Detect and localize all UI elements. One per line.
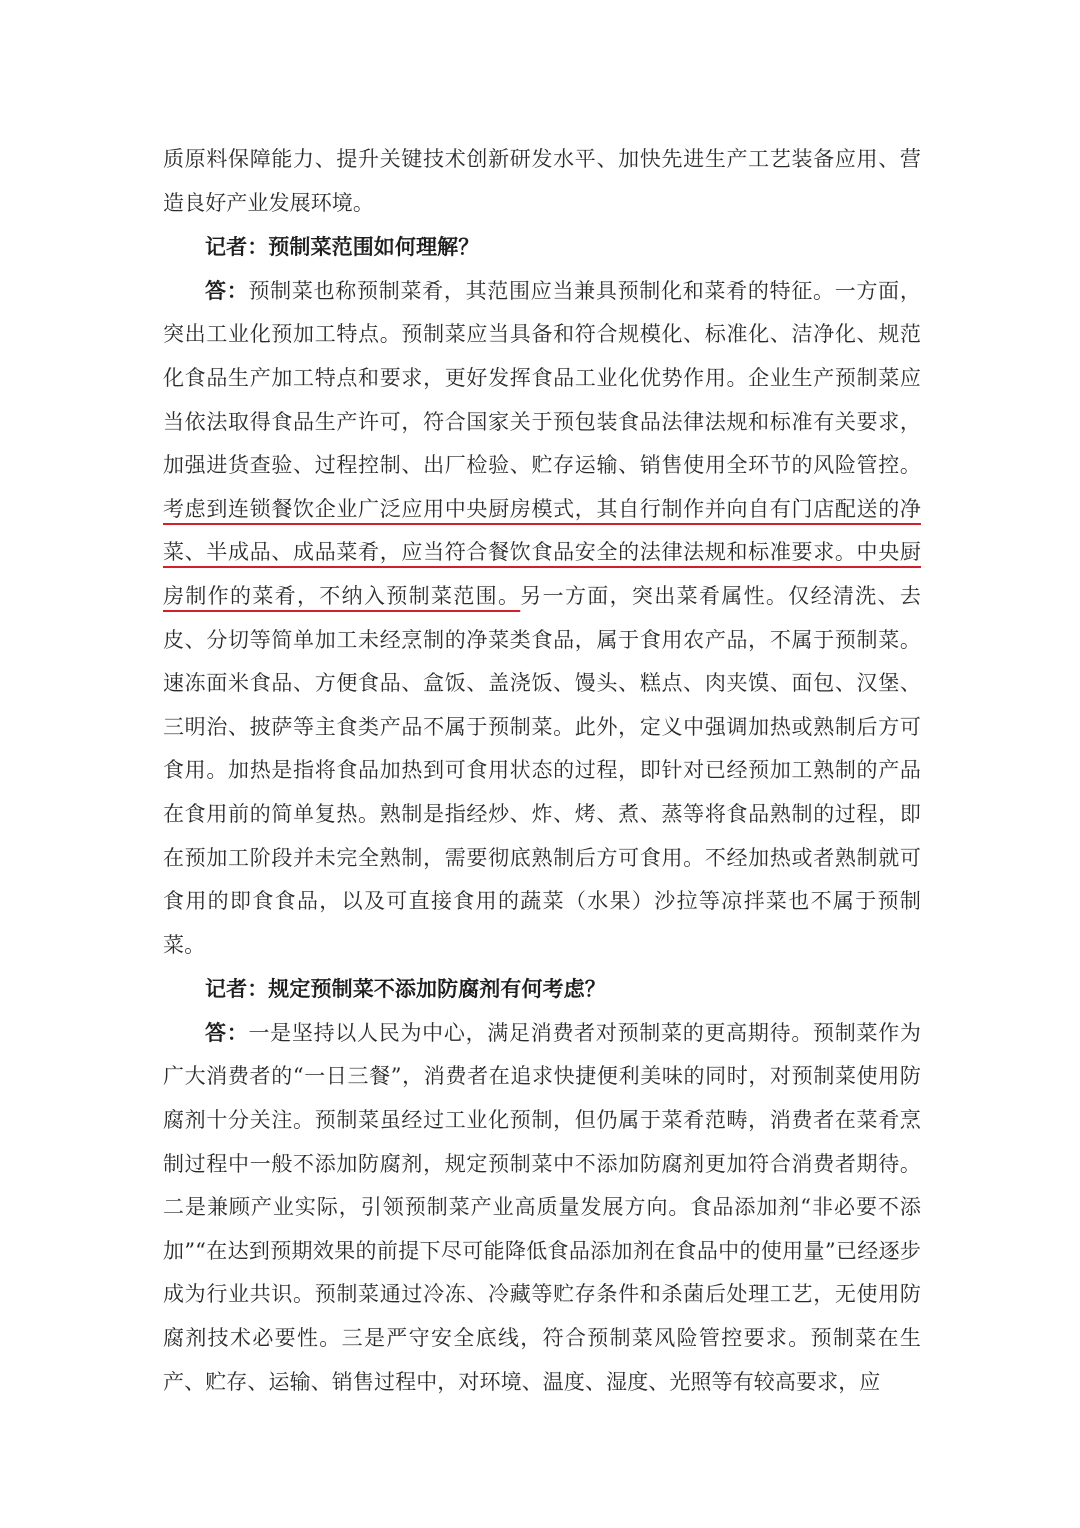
answer-text: 一是坚持以人民为中心，满足消费者对预制菜的更高期待。预制菜作为广大消费者的“一日三餐”，消费者在追求快捷便利美味的同时，对预制菜使用防腐剂十分关注。预制菜虽经过工业化预制，但仍属于菜肴范畴，消费者在菜肴烹制过程中一般不添加防腐剂，规定预制菜中不添加防腐剂更加符合消费者期待。二是兼顾产业实际，引领预制菜产业高质量发展方向。食品添加剂“非必要不添加”“在达到预期效果的前提下尽可能降低食品添加剂在食品中的使用量”已经逐步成为行业共识。预制菜通过冷冻、冷藏等贮存条件和杀菌后处理工艺，无使用防腐剂技术必要性。三是严守安全底线，符合预制菜风险管控要求。预制菜在生产、贮存、运输、销售过程中，对环境、温度、湿度、光照等有较高要求，应 (163, 1020, 921, 1394)
answer-text-rest: 另一方面，突出菜肴属性。仅经清洗、去皮、分切等简单加工未经烹制的净菜类食品，属于食用农产品，不属于预制菜。速冻面米食品、方便食品、盒饭、盖浇饭、馒头、糕点、肉夹馍、面包、汉堡、三明治、披萨等主食类产品不属于预制菜。此外，定义中强调加热或熟制后方可食用。加热是指将食品加热到可食用状态的过程，即针对已经预加工熟制的产品在食用前的简单复热。熟制是指经炒、炸、烤、煮、蒸等将食品熟制的过程，即在预加工阶段并未完全熟制，需要彻底熟制后方可食用。不经加热或者熟制就可食用的即食食品，以及可直接食用的蔬菜（水果）沙拉等凉拌菜也不属于预制菜。 (163, 583, 921, 957)
question-text: 记者：预制菜范围如何理解？ (205, 234, 480, 260)
document-body (163, 138, 921, 1404)
question-heading-1 (163, 225, 921, 269)
highlighted-sentence: 考虑到连锁餐饮企业广泛应用中央厨房模式，其自行制作并向自有门店配送的净菜、半成品、成品菜肴，应当符合餐饮食品安全的法律法规和标准要求。中央厨房制作的菜肴，不纳入预制菜范围。 (163, 496, 921, 608)
answer-paragraph-2 (163, 1011, 921, 1404)
answer-text: 预制菜也称预制菜肴，其范围应当兼具预制化和菜肴的特征。一方面，突出工业化预加工特点。预制菜应当具备和符合规模化、标准化、洁净化、规范化食品生产加工特点和要求，更好发挥食品工业化优势作用。企业生产预制菜应当依法取得食品生产许可，符合国家关于预包装食品法律法规和标准有关要求，加强进货查验、过程控制、出厂检验、贮存运输、销售使用全环节的风险管控。 (163, 278, 921, 478)
paragraph-continuation (163, 138, 921, 225)
question-heading-2 (163, 967, 921, 1011)
answer-label: 答： (205, 277, 249, 303)
question-text: 记者：规定预制菜不添加防腐剂有何考虑？ (205, 976, 606, 1002)
paragraph-text: 质原料保障能力、提升关键技术创新研发水平、加快先进生产工艺装备应用、营造良好产业发展环境。 (163, 147, 921, 215)
answer-label: 答： (205, 1019, 249, 1045)
answer-paragraph-1 (163, 269, 921, 968)
